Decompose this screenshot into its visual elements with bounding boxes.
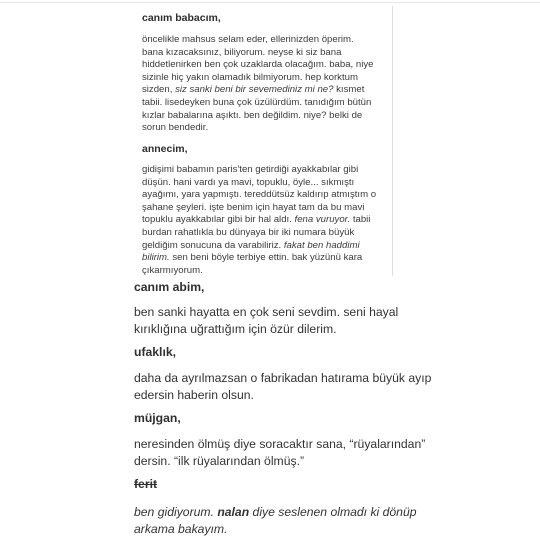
line: şahane şeyleri. işte benim için hayat tam da bu mavi	[142, 201, 365, 213]
italic-phrase: siz sanki beni bir sevemediniz mi ne?	[175, 84, 334, 96]
line: dersin. “ilk rüyalarından ölmüş.”	[134, 453, 305, 468]
paragraph-abim	[134, 304, 434, 337]
line: neresinden ölmüş diye soracaktır sana, “rüyalarından”	[134, 437, 426, 451]
line: ben sanki hayatta en çok seni sevdim. seni hayal	[134, 305, 399, 319]
top-divider	[0, 2, 540, 3]
line: ben gidiyorum.	[134, 505, 218, 519]
heading-ferit: ferit	[134, 477, 158, 491]
small-text-panel	[130, 6, 388, 276]
line: geldiğim sonucuna da varabiliriz.	[142, 239, 284, 251]
line: tabii	[350, 214, 371, 226]
heading-babacim: canım babacım,	[142, 12, 221, 24]
line: topuklu ayakkabılar gibi bir hal aldı.	[142, 214, 295, 226]
line: arkama bakayım.	[134, 521, 228, 536]
line: daha da ayrılmazsan o fabrikadan hatırama büyük ayıp	[134, 371, 432, 385]
paragraph-ferit	[134, 504, 434, 537]
line: kızlar babalarına aşıktı. ben değildim. niye? belki de	[142, 109, 363, 121]
line: diye seslenen olmadı ki dönüp	[249, 505, 417, 519]
paragraph-annecim	[142, 164, 392, 277]
paragraph-babacim	[142, 34, 392, 135]
line: hiddetlenirken ben çok uzaklarda olacağım. baba, niye	[142, 59, 374, 71]
italic-phrase: fakat ben haddimi	[283, 239, 360, 251]
heading-ufaklik: ufaklık,	[134, 345, 176, 359]
line: sizinle hiç yakın olamadık bilmiyorum. hep korktum	[142, 71, 358, 83]
line: bana kızacaksınız, biliyorum. neyse ki siz bana	[142, 46, 342, 58]
line: edersin haberin olsun.	[134, 387, 254, 402]
heading-abim: canım abim,	[134, 280, 205, 294]
heading-annecim: annecim,	[142, 143, 188, 155]
line: tabii. lisedeyken buna çok üzülürdüm. tanıdığım bütün	[142, 96, 372, 108]
line: öncelikle mahsus selam eder, ellerinizden öperim.	[142, 34, 354, 45]
line: burdan rahatlıkla bu dünyaya bir iki numara büyük	[142, 226, 355, 238]
italic-phrase: bilirim.	[142, 252, 170, 264]
line: düşün. hani vardı ya mavi, topuklu, öyle... sıkmıştı	[142, 176, 355, 188]
line: sizden,	[142, 84, 176, 96]
bold-name: nalan	[217, 505, 250, 519]
panel-divider	[392, 6, 393, 276]
paragraph-mujgan	[134, 436, 434, 469]
paragraph-ufaklik	[134, 370, 434, 403]
line: ayağımı, yara yapmıştı. tereddütsüz kaldırıp atmıştım o	[142, 189, 377, 201]
line: kısmet	[333, 84, 365, 96]
line: sen beni böyle terbiye ettin. bak yüzünü kara	[169, 252, 363, 264]
line: çıkarmıyorum.	[142, 264, 203, 276]
italic-phrase: fena vuruyor.	[294, 214, 351, 226]
line: sorun bendedir.	[142, 122, 209, 134]
heading-mujgan: müjgan,	[134, 411, 181, 425]
line: gidişimi babamın paris'ten getirdiği ayakkabılar gibi	[142, 164, 359, 175]
large-text-panel	[120, 277, 540, 539]
line: kırıklığına uğrattığım için özür dilerim.	[134, 321, 337, 336]
